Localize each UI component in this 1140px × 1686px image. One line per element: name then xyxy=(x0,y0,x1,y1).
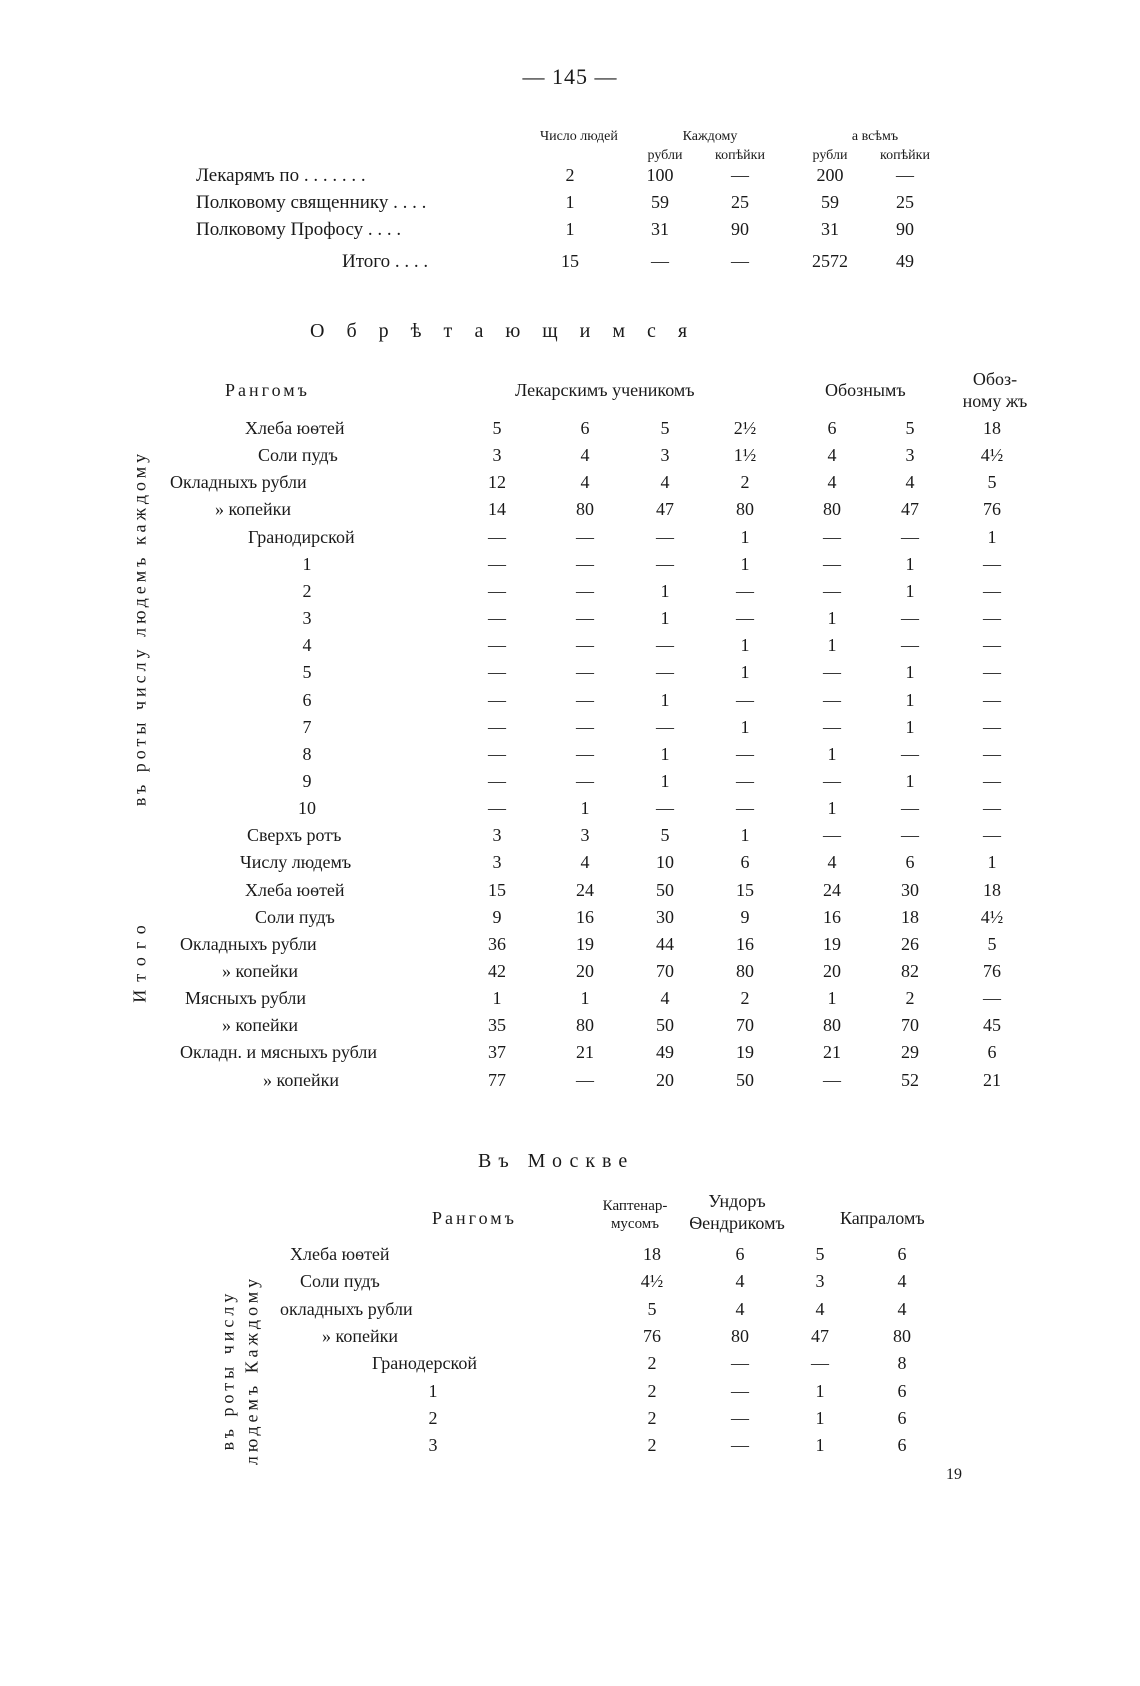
header-all: а всѣмъ xyxy=(851,129,899,144)
section2-cell: 76 xyxy=(983,499,1001,520)
section2-cell: 3 xyxy=(660,445,670,466)
section3-cell: 4½ xyxy=(640,1271,664,1292)
section2-cell: — xyxy=(983,798,1001,819)
top-table-cell: 100 xyxy=(646,165,674,185)
section2-row-label: Окладныхъ рубли xyxy=(180,933,317,954)
section2-cell: 2 xyxy=(740,472,750,493)
top-table-cell: 31 xyxy=(821,219,839,239)
section2-cell: — xyxy=(656,635,674,656)
col-header-undor-line1: Ундоръ xyxy=(708,1191,766,1211)
section2-cell: 80 xyxy=(823,499,841,520)
top-table-cell: — xyxy=(731,165,749,185)
section2-cell: 15 xyxy=(736,879,754,900)
section3-cell: 4 xyxy=(735,1271,745,1292)
top-table-cell: 31 xyxy=(651,219,669,239)
section3-cell: 4 xyxy=(815,1298,825,1319)
col-header-lekarskim: Лекарскимъ ученикомъ xyxy=(515,380,695,400)
section2-cell: — xyxy=(983,770,1001,791)
section2-cell: — xyxy=(823,553,841,574)
section3-cell: 5 xyxy=(647,1298,657,1319)
section-heading-v-moskve: Въ Москве xyxy=(478,1150,635,1172)
section2-cell: 1 xyxy=(740,553,750,574)
section2-cell: — xyxy=(576,770,594,791)
section2-row-label: » копейки xyxy=(222,1015,298,1036)
top-table-cell: 59 xyxy=(651,192,669,212)
section2-cell: 80 xyxy=(736,961,754,981)
vertical-label-v-roty: въ роты числу людемъ каждому xyxy=(129,449,150,807)
section2-row-label: 1 xyxy=(302,553,312,574)
section3-cell: — xyxy=(731,1407,749,1428)
section2-cell: 3 xyxy=(492,825,502,846)
section2-cell: 6 xyxy=(905,852,915,873)
header-kopeiki-2: копѣйки xyxy=(880,148,930,163)
section2-cell: — xyxy=(656,553,674,574)
section2-cell: — xyxy=(983,689,1001,710)
section2-cell: 1½ xyxy=(733,445,757,466)
section2-row-label: » копейки xyxy=(222,961,298,981)
section3-cell: 2 xyxy=(647,1380,657,1401)
section2-cell: 36 xyxy=(488,933,506,954)
section2-row-label: 2 xyxy=(302,580,312,601)
section3-cell: — xyxy=(811,1353,829,1374)
section2-cell: — xyxy=(901,743,919,764)
section2-cell: 24 xyxy=(823,879,841,900)
section3-cell: 5 xyxy=(815,1244,825,1264)
section2-cell: 4 xyxy=(905,472,915,493)
col-header-rankom-2: Рангомъ xyxy=(432,1208,517,1228)
section2-row-label: 3 xyxy=(302,608,312,629)
top-table-cell: 25 xyxy=(896,192,914,212)
section2-row-label: 7 xyxy=(302,716,312,737)
section2-cell: 70 xyxy=(901,1015,919,1036)
section2-cell: 1 xyxy=(580,798,590,819)
section2-cell: — xyxy=(576,743,594,764)
section2-cell: 4 xyxy=(827,445,837,466)
section2-row-label: Соли пудъ xyxy=(255,906,335,927)
top-table-cell: 25 xyxy=(731,192,749,212)
section3-row-label: Гранодерской xyxy=(372,1353,477,1374)
section2-cell: 21 xyxy=(576,1042,594,1063)
section2-cell: 50 xyxy=(656,1015,674,1036)
header-count-people: Число людей xyxy=(540,129,618,144)
section2-cell: 52 xyxy=(901,1069,919,1090)
col-header-kaptenarmus xyxy=(590,1197,680,1233)
section2-row-label: 5 xyxy=(302,662,312,683)
section2-cell: — xyxy=(736,689,754,710)
top-table-cell: — xyxy=(731,251,749,271)
section2-row-label: » копейки xyxy=(215,499,291,520)
section2-cell: — xyxy=(488,662,506,683)
section3-cell: 2 xyxy=(647,1407,657,1428)
section3-cell: 4 xyxy=(735,1298,745,1319)
section2-cell: 4 xyxy=(660,472,670,493)
section2-cell: 3 xyxy=(580,825,590,846)
vertical-label-lyudem: людемъ Каждому xyxy=(241,1274,262,1466)
section2-cell: — xyxy=(576,526,594,547)
section2-cell: 4 xyxy=(827,472,837,493)
top-table-cell: 2 xyxy=(565,165,575,185)
col-header-oboznym: Обознымъ xyxy=(825,380,906,400)
section3-cell: 4 xyxy=(897,1271,907,1292)
section2-cell: 1 xyxy=(660,608,670,629)
section2-cell: — xyxy=(901,635,919,656)
section2-cell: 1 xyxy=(827,988,837,1009)
col-header-rankom: Рангомъ xyxy=(225,380,310,400)
section2-cell: — xyxy=(488,689,506,710)
section3-cell: 6 xyxy=(897,1244,907,1264)
section2-cell: 1 xyxy=(987,852,997,873)
header-rubli-1: рубли xyxy=(647,148,683,163)
section2-row-label: 4 xyxy=(302,635,312,656)
section2-row-label: Гранодирской xyxy=(248,526,355,547)
section2-cell: — xyxy=(983,553,1001,574)
section2-cell: 16 xyxy=(823,906,841,927)
section2-cell: 1 xyxy=(740,662,750,683)
section2-cell: — xyxy=(656,526,674,547)
section2-cell: 19 xyxy=(736,1042,754,1063)
section-heading-obretayushchimsya: Обрѣтающимся xyxy=(310,320,710,342)
section2-cell: — xyxy=(576,662,594,683)
section2-cell: 5 xyxy=(660,418,670,438)
section2-cell: 1 xyxy=(905,580,915,601)
section2-cell: 5 xyxy=(987,472,997,493)
section2-cell: — xyxy=(656,798,674,819)
section2-cell: 5 xyxy=(987,933,997,954)
section3-cell: 18 xyxy=(643,1244,661,1264)
col-header-undor xyxy=(672,1190,802,1234)
section3-row-label: Хлеба юѳтей xyxy=(290,1244,390,1264)
section2-row-label: Сверхъ ротъ xyxy=(247,825,342,846)
section2-cell: 14 xyxy=(488,499,506,520)
section3-cell: — xyxy=(731,1353,749,1374)
section2-cell: 4 xyxy=(580,852,590,873)
section2-cell: 10 xyxy=(656,852,674,873)
section2-cell: 80 xyxy=(736,499,754,520)
section2-cell: 4½ xyxy=(980,906,1004,927)
section2-cell: 12 xyxy=(488,472,506,493)
section2-cell: 29 xyxy=(901,1042,919,1063)
section3-row-label: Соли пудъ xyxy=(300,1271,380,1292)
section3-row-label: 3 xyxy=(428,1435,438,1456)
section3-cell: 8 xyxy=(897,1353,907,1374)
section2-cell: — xyxy=(736,770,754,791)
section2-cell: — xyxy=(901,798,919,819)
section2-cell: 4 xyxy=(580,445,590,466)
section3-cell: 6 xyxy=(897,1407,907,1428)
section3-cell: 4 xyxy=(897,1298,907,1319)
section2-cell: 5 xyxy=(905,418,915,438)
section2-cell: 16 xyxy=(736,933,754,954)
section2-cell: 1 xyxy=(660,770,670,791)
section2-cell: 37 xyxy=(488,1042,506,1063)
section2-cell: — xyxy=(576,580,594,601)
top-table-row-label: Полковому Профосу . . . . xyxy=(196,219,402,240)
section2-cell: — xyxy=(488,716,506,737)
section2-cell: — xyxy=(576,689,594,710)
top-table-cell: 1 xyxy=(565,192,575,212)
top-table-row-label: Полковому священнику . . . . xyxy=(196,192,427,213)
section2-cell: 4½ xyxy=(980,445,1004,466)
top-table-row-label: Лекарямъ по . . . . . . . xyxy=(196,165,366,186)
section2-cell: 3 xyxy=(492,445,502,466)
section2-cell: — xyxy=(983,716,1001,737)
top-table-cell: — xyxy=(896,165,914,185)
section2-cell: 6 xyxy=(987,1042,997,1063)
section2-cell: 45 xyxy=(983,1015,1001,1036)
section2-cell: 1 xyxy=(905,689,915,710)
section2-cell: — xyxy=(823,825,841,846)
footer-number: 19 xyxy=(946,1466,962,1483)
col-header-kaptenarmus-line1: Каптенар- xyxy=(602,1198,668,1214)
section2-cell: 35 xyxy=(488,1015,506,1036)
section2-cell: 6 xyxy=(580,418,590,438)
section2-cell: 1 xyxy=(660,580,670,601)
section2-cell: 82 xyxy=(901,961,919,981)
section2-cell: 1 xyxy=(827,635,837,656)
section2-cell: — xyxy=(983,608,1001,629)
section2-cell: 1 xyxy=(905,553,915,574)
section2-cell: 1 xyxy=(827,608,837,629)
section2-cell: 9 xyxy=(740,906,750,927)
section2-cell: 19 xyxy=(823,933,841,954)
top-table-row-label: Итого . . . . xyxy=(342,251,429,272)
header-kopeiki-1: копѣйки xyxy=(715,148,765,163)
section3-cell: 76 xyxy=(643,1325,661,1346)
section3-cell: 1 xyxy=(815,1407,825,1428)
section2-cell: 16 xyxy=(576,906,594,927)
section2-cell: — xyxy=(488,608,506,629)
section2-cell: 20 xyxy=(823,961,841,981)
section2-row-label: » копейки xyxy=(263,1069,339,1090)
section3-cell: — xyxy=(731,1380,749,1401)
section2-cell: 1 xyxy=(740,635,750,656)
section2-cell: 70 xyxy=(736,1015,754,1036)
section2-row-label: Соли пудъ xyxy=(258,445,338,466)
section2-cell: — xyxy=(488,770,506,791)
section2-cell: — xyxy=(983,580,1001,601)
section3-row-label: » копейки xyxy=(322,1325,398,1346)
section2-cell: 50 xyxy=(656,879,674,900)
section2-cell: — xyxy=(901,825,919,846)
section3-cell: — xyxy=(731,1435,749,1456)
section2-cell: 80 xyxy=(576,499,594,520)
section2-cell: 47 xyxy=(656,499,674,520)
section2-cell: — xyxy=(656,662,674,683)
section2-cell: 5 xyxy=(492,418,502,438)
header-each: Каждому xyxy=(682,129,738,144)
section2-row-label: Числу людемъ xyxy=(240,852,352,873)
section2-cell: — xyxy=(488,743,506,764)
section2-row-label: 6 xyxy=(302,689,312,710)
section2-cell: 1 xyxy=(740,825,750,846)
top-table-cell: 90 xyxy=(731,219,749,239)
section2-cell: 76 xyxy=(983,961,1001,981)
section2-cell: — xyxy=(823,770,841,791)
section2-cell: 3 xyxy=(492,852,502,873)
section3-cell: 6 xyxy=(897,1380,907,1401)
section2-cell: 1 xyxy=(827,798,837,819)
section2-cell: — xyxy=(736,580,754,601)
section2-cell: 18 xyxy=(983,879,1001,900)
section2-cell: 2 xyxy=(905,988,915,1009)
section2-cell: — xyxy=(983,662,1001,683)
section3-cell: 1 xyxy=(815,1435,825,1456)
section2-cell: 19 xyxy=(576,933,594,954)
section2-cell: 1 xyxy=(905,716,915,737)
section2-cell: 6 xyxy=(740,852,750,873)
col-header-undor-line2: Ѳендрикомъ xyxy=(689,1213,785,1233)
top-table-cell: 90 xyxy=(896,219,914,239)
section2-cell: 21 xyxy=(983,1069,1001,1090)
section2-cell: 42 xyxy=(488,961,506,981)
header-rubli-2: рубли xyxy=(812,148,848,163)
section3-cell: 80 xyxy=(731,1325,749,1346)
section2-cell: — xyxy=(488,526,506,547)
section2-cell: — xyxy=(736,743,754,764)
section2-cell: 47 xyxy=(901,499,919,520)
section2-cell: 80 xyxy=(823,1015,841,1036)
top-table-cell: 2572 xyxy=(812,251,848,271)
section2-cell: — xyxy=(488,580,506,601)
section2-cell: — xyxy=(823,662,841,683)
section3-cell: 6 xyxy=(897,1435,907,1456)
section2-row-label: Окладныхъ рубли xyxy=(170,472,307,493)
section2-cell: 30 xyxy=(656,906,674,927)
section3-cell: 1 xyxy=(815,1380,825,1401)
section2-cell: — xyxy=(488,553,506,574)
section2-cell: 4 xyxy=(580,472,590,493)
section2-cell: 20 xyxy=(656,1069,674,1090)
col-header-kapralom: Капраломъ xyxy=(840,1208,925,1228)
section2-cell: — xyxy=(736,798,754,819)
section2-cell: 18 xyxy=(901,906,919,927)
section2-cell: — xyxy=(576,716,594,737)
section2-cell: 1 xyxy=(740,716,750,737)
section3-row-label: 1 xyxy=(428,1380,438,1401)
col-header-kaptenarmus-line2: мусомъ xyxy=(610,1216,660,1232)
section3-row-label: окладныхъ рубли xyxy=(280,1298,413,1319)
top-table-cell: 49 xyxy=(896,251,914,271)
section2-cell: 1 xyxy=(905,770,915,791)
section2-cell: — xyxy=(488,798,506,819)
section2-cell: 50 xyxy=(736,1069,754,1090)
section2-cell: 80 xyxy=(576,1015,594,1036)
col-header-oboznomu-line2: ному жъ xyxy=(962,391,1028,411)
section2-cell: — xyxy=(823,580,841,601)
section2-cell: 24 xyxy=(576,879,594,900)
section2-cell: 15 xyxy=(488,879,506,900)
section2-row-label: Окладн. и мясныхъ рубли xyxy=(180,1042,377,1063)
section2-cell: 1 xyxy=(987,526,997,547)
section2-cell: 3 xyxy=(905,445,915,466)
top-table-cell: 59 xyxy=(821,192,839,212)
section2-cell: 1 xyxy=(905,662,915,683)
section2-cell: 1 xyxy=(660,689,670,710)
section2-cell: — xyxy=(576,553,594,574)
section2-cell: — xyxy=(823,716,841,737)
section2-cell: 1 xyxy=(492,988,502,1009)
section2-cell: 4 xyxy=(660,988,670,1009)
section3-cell: 47 xyxy=(811,1325,829,1346)
section2-cell: 4 xyxy=(827,852,837,873)
section2-cell: — xyxy=(983,825,1001,846)
section2-cell: 77 xyxy=(488,1069,506,1090)
vertical-label-v-roty-2: въ роты числу xyxy=(217,1289,238,1451)
section2-cell: 2 xyxy=(740,988,750,1009)
section2-cell: — xyxy=(983,743,1001,764)
section2-row-label: 8 xyxy=(302,743,312,764)
section2-cell: 20 xyxy=(576,961,594,981)
col-header-oboznomu xyxy=(950,368,1040,412)
section2-cell: — xyxy=(576,635,594,656)
section2-cell: 1 xyxy=(580,988,590,1009)
section3-cell: 2 xyxy=(647,1435,657,1456)
section2-cell: — xyxy=(983,635,1001,656)
page-number: — 145 — xyxy=(522,64,618,89)
section3-cell: 3 xyxy=(815,1271,825,1292)
section2-cell: 5 xyxy=(660,825,670,846)
section2-row-label: Хлеба юѳтей xyxy=(245,418,345,438)
section2-cell: 2½ xyxy=(733,418,757,438)
section2-cell: — xyxy=(576,1069,594,1090)
section3-cell: 6 xyxy=(735,1244,745,1264)
section2-cell: — xyxy=(983,988,1001,1009)
section2-cell: — xyxy=(823,526,841,547)
section2-row-label: 10 xyxy=(298,798,316,819)
section2-cell: 1 xyxy=(827,743,837,764)
section2-cell: — xyxy=(823,689,841,710)
section2-cell: 9 xyxy=(492,906,502,927)
section2-cell: — xyxy=(488,635,506,656)
section2-cell: 6 xyxy=(827,418,837,438)
section3-cell: 2 xyxy=(647,1353,657,1374)
section2-cell: 70 xyxy=(656,961,674,981)
section3-row-label: 2 xyxy=(428,1407,438,1428)
section2-cell: 26 xyxy=(901,933,919,954)
top-table-cell: 1 xyxy=(565,219,575,239)
section2-row-label: 9 xyxy=(302,770,312,791)
section2-cell: 21 xyxy=(823,1042,841,1063)
section2-cell: 1 xyxy=(740,526,750,547)
top-table-cell: — xyxy=(651,251,669,271)
section2-cell: 1 xyxy=(660,743,670,764)
section2-row-label: Мясныхъ рубли xyxy=(185,988,306,1009)
section2-cell: 44 xyxy=(656,933,674,954)
section2-cell: — xyxy=(576,608,594,629)
section3-cell: 80 xyxy=(893,1325,911,1346)
section2-cell: 30 xyxy=(901,879,919,900)
section2-cell: — xyxy=(901,608,919,629)
vertical-label-itogo: Итого xyxy=(129,917,150,1003)
top-table-cell: 200 xyxy=(816,165,844,185)
section2-row-label: Хлеба юѳтей xyxy=(245,879,345,900)
section2-cell: 18 xyxy=(983,418,1001,438)
col-header-oboznomu-line1: Обоз- xyxy=(972,369,1018,389)
section2-cell: — xyxy=(656,716,674,737)
section2-cell: 49 xyxy=(656,1042,674,1063)
top-table-cell: 15 xyxy=(561,251,579,271)
section2-cell: — xyxy=(823,1069,841,1090)
section2-cell: — xyxy=(736,608,754,629)
section2-cell: — xyxy=(901,526,919,547)
